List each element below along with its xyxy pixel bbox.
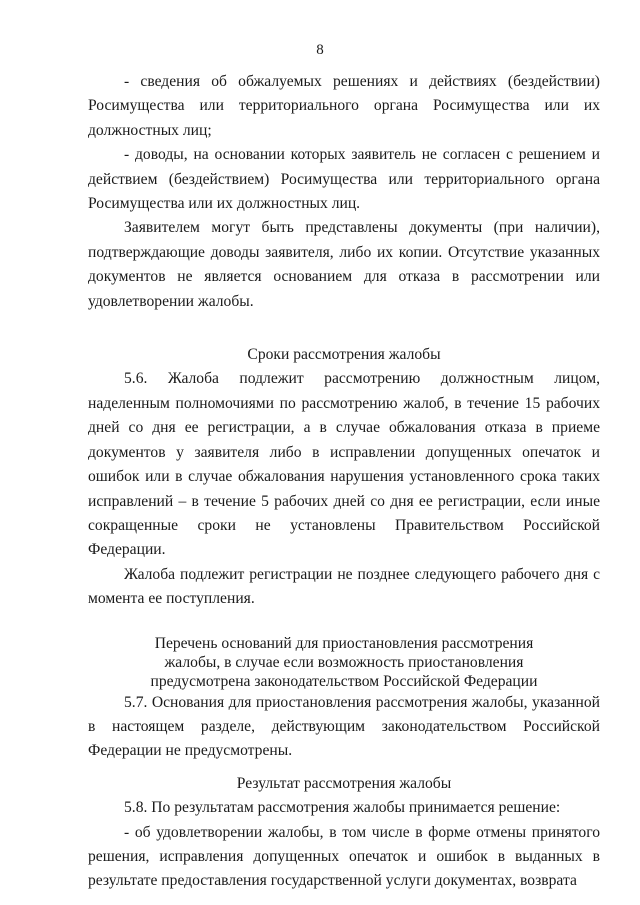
- paragraph-registration: Жалоба подлежит регистрации не позднее следующего рабочего дня с момента ее поступления.: [88, 565, 600, 608]
- heading-suspension: [88, 634, 600, 691]
- page-number: 8: [316, 42, 324, 58]
- paragraph-arguments: - доводы, на основании которых заявитель не согласен с решением и действием (бездействием) Росимущества или территориального органа Росимущества или их должностных лиц.: [88, 146, 600, 213]
- heading-suspension-line: предусмотрена законодательством Российской Федерации: [150, 672, 538, 690]
- paragraph-5-6: 5.6. Жалоба подлежит рассмотрению должностным лицом, наделенным полномочиями по рассмотрению жалоб, в течение 15 рабочих дней со дня ее регистрации, а в случае обжалования отказа в приеме документов у заявителя либо в исправлении допущенных опечаток и ошибок или в случае обжалования нарушения установленного срока таких исправлений – в течение 5 рабочих дней со дня ее регистрации, если иные сокращенные сроки не установлены Правительством Российской Федерации.: [88, 370, 600, 559]
- paragraph-appealed-decisions: - сведения об обжалуемых решениях и действиях (бездействии) Росимущества или территориального органа Росимущества или их должностных лиц;: [88, 73, 600, 139]
- paragraph-documents: Заявителем могут быть представлены документы (при наличии), подтверждающие доводы заявителя, либо их копии. Отсутствие указанных документов не является основанием для отказа в рассмотрении или удовлетворении жалобы.: [88, 219, 600, 310]
- heading-result: Результат рассмотрения жалобы: [236, 774, 452, 792]
- paragraph-5-8: 5.8. По результатам рассмотрения жалобы принимается решение:: [124, 799, 561, 817]
- paragraph-5-7: 5.7. Основания для приостановления рассмотрения жалобы, указанной в настоящем разделе, действующим законодательством Российской Федерации не предусмотрены.: [88, 693, 600, 760]
- document-body: [88, 70, 600, 894]
- heading-suspension-line: Перечень оснований для приостановления рассмотрения: [154, 634, 534, 652]
- paragraph-satisfaction: - об удовлетворении жалобы, в том числе в форме отмены принятого решения, исправления допущенных опечаток и ошибок в выданных в результате предоставления государственной услуги документах, возврата: [88, 823, 600, 890]
- heading-terms: Сроки рассмотрения жалобы: [247, 346, 441, 364]
- heading-suspension-line: жалобы, в случае если возможность приостановления: [164, 653, 524, 671]
